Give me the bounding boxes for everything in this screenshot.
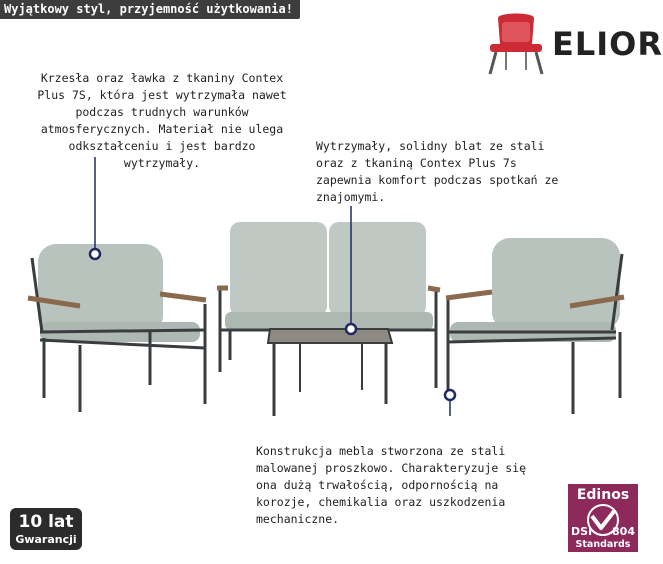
- promo-banner: Wyjątkowy styl, przyjemność użytkowania!: [0, 0, 300, 19]
- certificate-label: Standards: [575, 539, 631, 550]
- warranty-number: 10: [18, 512, 43, 532]
- coffee-table: [268, 329, 392, 416]
- warranty-label: Gwarancji: [15, 533, 77, 546]
- right-armchair: [446, 238, 624, 414]
- certificate-title: Edinos: [576, 487, 630, 503]
- warranty-badge: [10, 508, 82, 550]
- certificate-code-left: DSI: [571, 525, 593, 538]
- certificate-code-right: 804: [612, 525, 635, 538]
- warranty-unit: lat: [48, 512, 74, 532]
- certificate-badge: [568, 484, 638, 552]
- table-description: Wytrzymały, solidny blat ze stali oraz z tkaniną Contex Plus 7s zapewnia komfort podczas spotkań ze znajomymi.: [316, 139, 559, 204]
- sofa: [217, 222, 440, 388]
- left-armchair: [28, 244, 206, 412]
- callout-chairs: [90, 157, 100, 259]
- brand-name: ELIOR: [552, 25, 663, 63]
- frame-description: Konstrukcja mebla stworzona ze stali malowanej proszkowo. Charakteryzuje się ona dużą trwałością, odpornością na korozje, chemikalia oraz uszkodzenia mechaniczne.: [256, 444, 527, 526]
- callout-frame: [445, 390, 455, 416]
- chairs-description: Krzesła oraz ławka z tkaniny Contex Plus 7S, która jest wytrzymała nawet podczas trudnych warunków atmosferycznych. Materiał nie ulega odkształceniu i jest bardzo wytrzymały.: [37, 71, 287, 170]
